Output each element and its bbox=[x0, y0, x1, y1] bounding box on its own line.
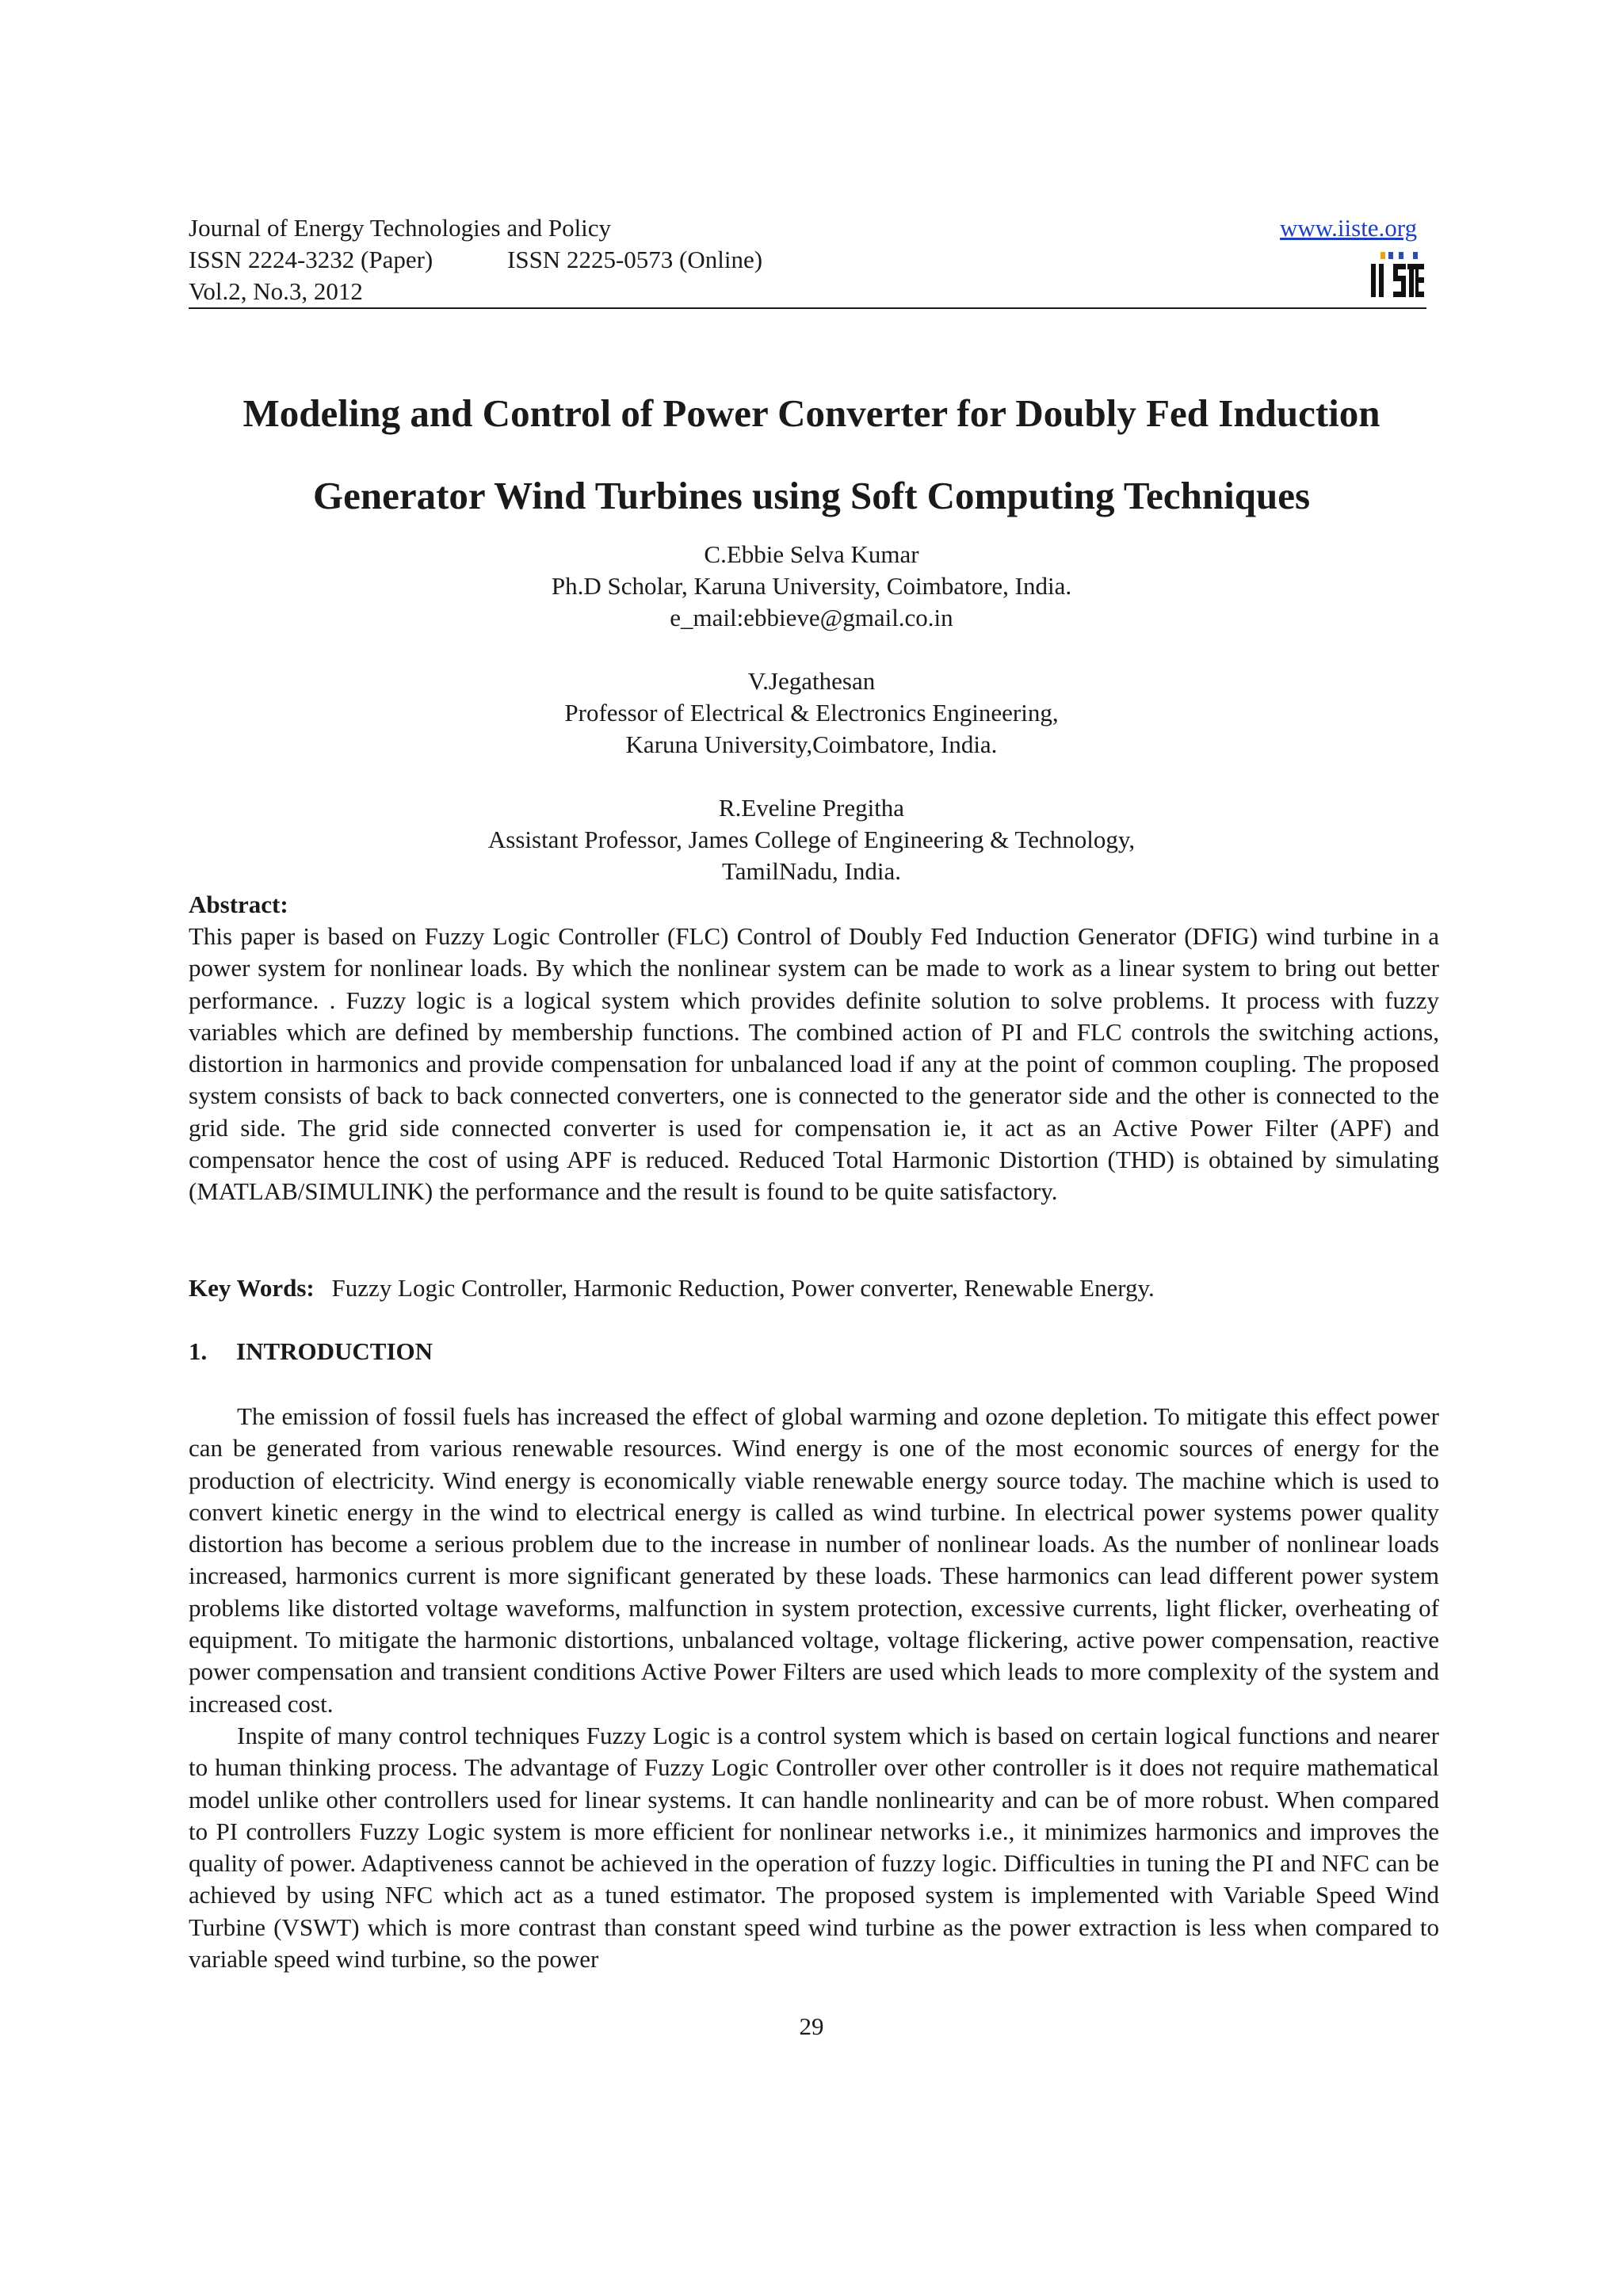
author-3-affiliation: Assistant Professor, James College of Engineering & Technology, bbox=[487, 826, 1136, 853]
header-rule bbox=[189, 307, 1426, 309]
iiste-logo bbox=[1369, 250, 1425, 301]
keywords-label: Key Words: bbox=[189, 1274, 315, 1302]
keywords-text: Fuzzy Logic Controller, Harmonic Reduction, Power converter, Renewable Energy. bbox=[331, 1274, 1155, 1302]
abstract-text: This paper is based on Fuzzy Logic Controller (FLC) Control of Doubly Fed Induction Generator (DFIG) wind turbine in a power system for nonlinear loads. By which the nonlinear system can be made to work as a linear system to bring out better performance. . Fuzzy logic is a logical system which provides definite solution to solve problems. It process with fuzzy variables which are defined by membership functions. The combined action of PI and FLC controls the switching actions, distortion in harmonics and provide compensation for unbalanced load if any at the point of common coupling. The proposed system consists of back to back connected converters, one is connected to the generator side and the other is connected to the grid side. The grid side connected converter is used for compensation ie, it act as an Active Power Filter (APF) and compensator hence the cost of using APF is reduced. Reduced Total Harmonic Distortion (THD) is obtained by simulating (MATLAB/SIMULINK) the performance and the result is found to be quite satisfactory. bbox=[189, 922, 1439, 1206]
issn-paper: ISSN 2224-3232 (Paper) bbox=[189, 246, 433, 273]
author-2-location: Karuna University,Coimbatore, India. bbox=[625, 730, 998, 758]
paper-title-line-2: Generator Wind Turbines using Soft Computing Techniques bbox=[312, 474, 1311, 517]
introduction-paragraph-1: The emission of fossil fuels has increased the effect of global warming and ozone depletion. To mitigate this effect power can be generated from various renewable resources. Wind energy is one of the most economic sources of energy for the production of electricity. Wind energy is economically viable renewable energy source today. The machine which is used to convert kinetic energy in the wind to electrical energy is called as wind turbine. In electrical power systems power quality distortion has become a serious problem due to the increase in number of nonlinear loads. As the number of nonlinear loads increased, harmonics current is more significant generated by these loads. These harmonics can lead different power system problems like distorted voltage waveforms, malfunction in system protection, excessive currents, light flicker, overheating of equipment. To mitigate the harmonic distortions, unbalanced voltage, voltage flickering, active power compensation, reactive power compensation and transient conditions Active Power Filters are used which leads to more complexity of the system and increased cost. bbox=[189, 1402, 1439, 1718]
paper-title-line-1: Modeling and Control of Power Converter for Doubly Fed Induction bbox=[242, 391, 1381, 435]
author-2-name: V.Jegathesan bbox=[747, 667, 876, 695]
keywords-line bbox=[189, 1272, 1155, 1304]
author-1-name: C.Ebbie Selva Kumar bbox=[704, 540, 919, 568]
section-heading: INTRODUCTION bbox=[236, 1337, 433, 1365]
journal-name: Journal of Energy Technologies and Policy bbox=[189, 214, 612, 242]
author-1-affiliation: Ph.D Scholar, Karuna University, Coimbatore, India. bbox=[551, 572, 1072, 600]
abstract-heading: Abstract: bbox=[189, 891, 288, 918]
author-3-location: TamilNadu, India. bbox=[722, 857, 901, 885]
section-number: 1. bbox=[189, 1337, 208, 1365]
journal-website-link[interactable]: www.iiste.org bbox=[1280, 214, 1418, 242]
author-1-email: e_mail:ebbieve@gmail.co.in bbox=[670, 604, 953, 631]
page-number: 29 bbox=[799, 2012, 824, 2040]
introduction-paragraph-2: Inspite of many control techniques Fuzzy Logic is a control system which is based on certain logical functions and nearer to human thinking process. The advantage of Fuzzy Logic Controller over other controller is it does not require mathematical model unlike other controllers used for linear systems. It can handle nonlinearity and can be of more robust. When compared to PI controllers Fuzzy Logic system is more efficient for nonlinear networks i.e., it minimizes harmonics and improves the quality of power. Adaptiveness cannot be achieved in the operation of fuzzy logic. Difficulties in tuning the PI and NFC can be achieved by using NFC which act as a tuned estimator. The proposed system is implemented with Variable Speed Wind Turbine (VSWT) which is more contrast than constant speed wind turbine as the power extraction is less when compared to variable speed wind turbine, so the power bbox=[189, 1721, 1439, 1974]
issn-online: ISSN 2225-0573 (Online) bbox=[507, 246, 763, 273]
introduction-body bbox=[189, 1401, 1439, 1975]
author-2-affiliation: Professor of Electrical & Electronics Engineering, bbox=[564, 699, 1059, 727]
author-3-name: R.Eveline Pregitha bbox=[718, 794, 905, 822]
volume-info: Vol.2, No.3, 2012 bbox=[189, 277, 363, 305]
